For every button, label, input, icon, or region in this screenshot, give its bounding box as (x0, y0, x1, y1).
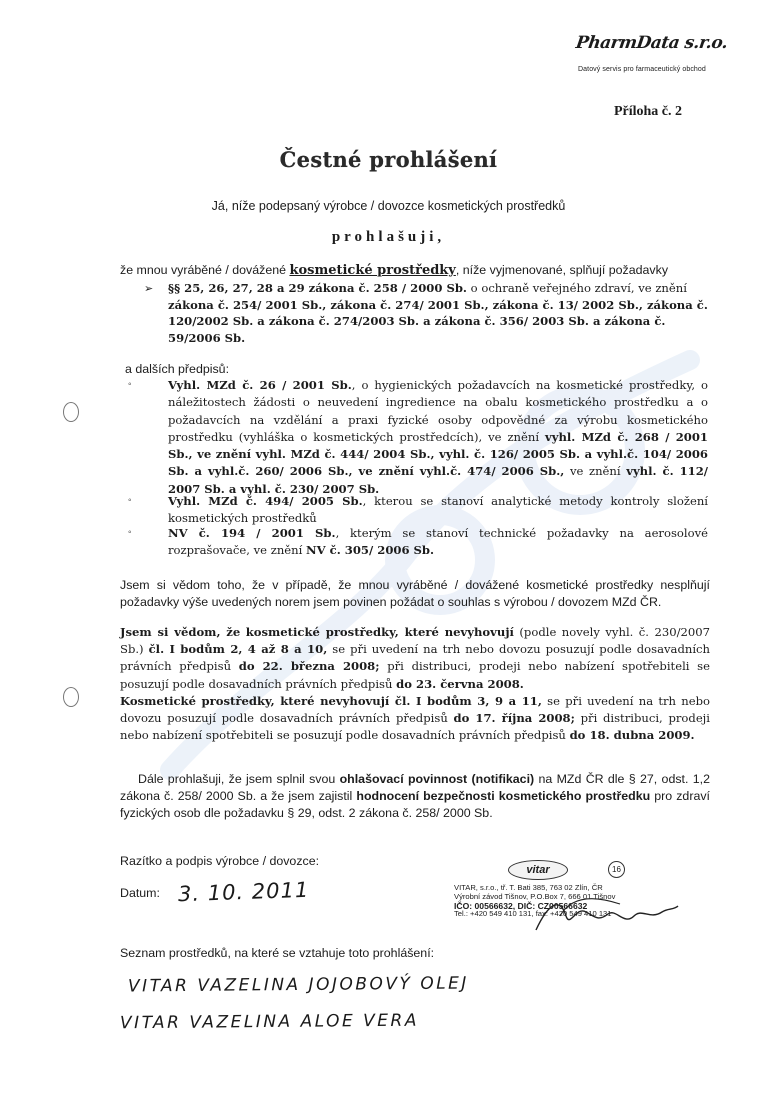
stamp-address: VITAR, s.r.o., tř. T. Bati 385, 763 02 Zlín, ČR Výrobní závod Tišnov, P.O.Box 7, 666 01 Tišnov IČO: 00566632, DIČ: CZ00566632 Tel.: +420 549 410 131, fax: +420 549 410 131 (454, 883, 616, 919)
novela-paragraph: Jsem si vědom, že kosmetické prostředky, které nevyhovují (podle novely vyhl. č. 230/2007 Sb.) čl. I bodům 2, 4 až 8 a 10, se při uvedení na trh nebo dovozu posuzují podle dosavadních právních předpisů do 22. března 2008; při distribuci, prodeji nebo nabízení spotřebiteli se posuzují podle dosavadních právních předpisů do 23. června 2008. Kosmetické prostředky, které nevyhovují čl. I bodům 3, 9 a 11, se při uvedení na trh nebo dovozu posuzují podle dosavadních právních předpisů do 17. října 2008; při distribuci, prodeji nebo nabízení spotřebiteli se posuzují podle dosavadních právních předpisů do 18. dubna 2009. (120, 625, 710, 743)
main-paragraph: že mnou vyráběné / dovážené kosmetické prostředky, níže vyjmenované, splňují požadavky (120, 263, 669, 278)
other-regulations-label: a dalších předpisů: (125, 362, 230, 376)
awareness-paragraph: Jsem si vědom toho, že v případě, že mnou vyráběné / dovážené kosmetické prostředky nesplňují požadavky výše uvedených norem jsem povinen požádat o souhlas s výrobou / dovozem MZd ČR. (120, 578, 710, 609)
intro-line: Já, níže podepsaný výrobce / dovozce kosmetických prostředků (211, 199, 566, 213)
punch-hole-bottom (63, 687, 79, 707)
stamp-signature-label: Razítko a podpis výrobce / dovozce: (120, 854, 320, 868)
document-title: Čestné prohlášení (279, 147, 498, 172)
cosmetic-products-highlight: kosmetické prostředky (289, 263, 456, 278)
date-handwritten: 3. 10. 2011 (177, 877, 310, 907)
signature-scribble (530, 886, 680, 938)
company-logo-subtitle: Datový servis pro farmaceutický obchod (578, 66, 706, 73)
notification-paragraph: Dále prohlašuji, že jsem splnil svou ohlašovací povinnost (notifikaci) na MZd ČR dle § 27, odst. 1,2 zákona č. 258/ 2000 Sb. a že jsem zajistil hodnocení bezpečnosti kosmetického prostředku pro zdraví fyzických osob dle požadavku § 29, odst. 2 zákona č. 258/ 2000 Sb. (120, 772, 710, 820)
company-logo: PharmData s.r.o. (574, 33, 729, 53)
product-list-label: Seznam prostředků, na které se vztahuje toto prohlášení: (120, 946, 435, 960)
product-item-2: VITAR VAZELINA ALOE VERA (119, 1010, 420, 1034)
stamp-logo: vitar (508, 860, 568, 880)
appendix-label: Příloha č. 2 (613, 104, 682, 119)
arrow-bullet: ➢ (144, 283, 154, 295)
punch-hole-top (63, 402, 79, 422)
document-page: PharmData s.r.o. Datový servis pro farmaceutický obchod Příloha č. 2 Čestné prohlášení Já, níže podepsaný výrobce / dovozce kosmetických prostředků prohlašuji, že mnou vyráběné / dovážené kosmetické prostředky, níže vyjmenované, splňují požadavky ➢ §§ 25, 26, 27, 28 a 29 zákona č. 258 / 2000 Sb. o ochraně veřejného zdraví, ve znění zákona č. 254/ 2001 Sb., zákona č. 274/ 2001 Sb., zákona č. 13/ 2002 Sb., zákona č. 120/2002 Sb. a zákona č. 274/2003 Sb. a zákona č. 356/ 2003 Sb. a zákona č. 59/2006 Sb. a dalších předpisů: ◦ Vyhl. MZd č. 26 / 2001 Sb., o hygienických požadavcích na kosmetické prostředky, o náležitostech žádosti o neuvedení ingredience na obalu kosmetického prostředku a o požadavcích na vzdělání a praxi fyzické osoby odpovědné za výrobu kosmetického prostředku (vyhláška o kosmetických prostředcích), ve znění vyhl. MZd č. 268 / 2001 Sb., ve znění vyhl. MZd č. 444/ 2004 Sb., vyhl. č. 126/ 2005 Sb. a vyhl.č. 104/ 2006 Sb. a vyhl.č. 260/ 2006 Sb., ve znění vyhl.č. 474/ 2006 Sb., ve znění vyhl. č. 112/ 2007 Sb. a vyhl. č. 230/ 2007 Sb. ◦ Vyhl. MZd č. 494/ 2005 Sb., kterou se stanoví analytické metody kontroly složení kosmetických prostředků ◦ NV č. 194 / 2001 Sb., kterým se stanoví technické požadavky na aerosolové rozprašovače, ve znění NV č. 305/ 2006 Sb. Jsem si vědom toho, že v případě, že mnou vyráběné / dovážené kosmetické prostředky nesplňují požadavky výše uvedených norem jsem povinen požádat o souhlas s výrobou / dovozem MZd ČR. Jsem si vědom, že kosmetické prostředky, které nevyhovují (podle novely vyhl. č. 230/2007 Sb.) čl. I bodům 2, 4 až 8 a 10, se při uvedení na trh nebo dovozu posuzují podle dosavadních právních předpisů do 22. března 2008; při distribuci, prodeji nebo nabízení spotřebiteli se posuzují podle dosavadních právních předpisů do 23. června 2008. Kosmetické prostředky, které nevyhovují čl. I bodům 3, 9 a 11, se při uvedení na trh nebo dovozu posuzují podle dosavadních právních předpisů do 17. října 2008; při distribuci, prodeji nebo nabízení spotřebiteli se posuzují podle dosavadních právních předpisů do 18. dubna 2009. Dále prohlašuji, že jsem splnil svou ohlašovací povinnost (notifikaci) na MZd ČR dle § 27, odst. 1,2 zákona č. 258/ 2000 Sb. a že jsem zajistil hodnocení bezpečnosti kosmetického prostředku pro zdraví fyzických osob dle požadavku § 29, odst. 2 zákona č. 258/ 2000 Sb. Razítko a podpis výrobce / dovozce: Datum: 3. 10. 2011 vitar 16 VITAR, s.r.o., tř. T. Bati 385, 763 02 Zlín, ČR Výrobní závod Tišnov, P.O.Box 7, 666 01 Tišnov IČO: 00566632, DIČ: CZ00566632 Tel.: +420 549 410 131, fax: +420 549 410 131 Seznam prostředků, na které se vztahuje toto prohlášení: VITAR VAZELINA JOJOBOVÝ OLEJ VITAR VAZELINA ALOE VERA (0, 0, 777, 1100)
law-references: §§ 25, 26, 27, 28 a 29 zákona č. 258 / 2000 Sb. o ochraně veřejného zdraví, ve znění zákona č. 254/ 2001 Sb., zákona č. 274/ 2001 Sb., zákona č. 13/ 2002 Sb., zákona č. 120/2002 Sb. a zákona č. 274/2003 Sb. a zákona č. 356/ 2003 Sb. a zákona č. 59/2006 Sb. (168, 281, 708, 345)
stamp-number: 16 (608, 861, 625, 878)
date-label: Datum: (120, 886, 160, 900)
product-item-1: VITAR VAZELINA JOJOBOVÝ OLEJ (127, 973, 469, 997)
company-stamp (450, 858, 680, 938)
declare-heading: prohlašuji, (331, 229, 446, 245)
